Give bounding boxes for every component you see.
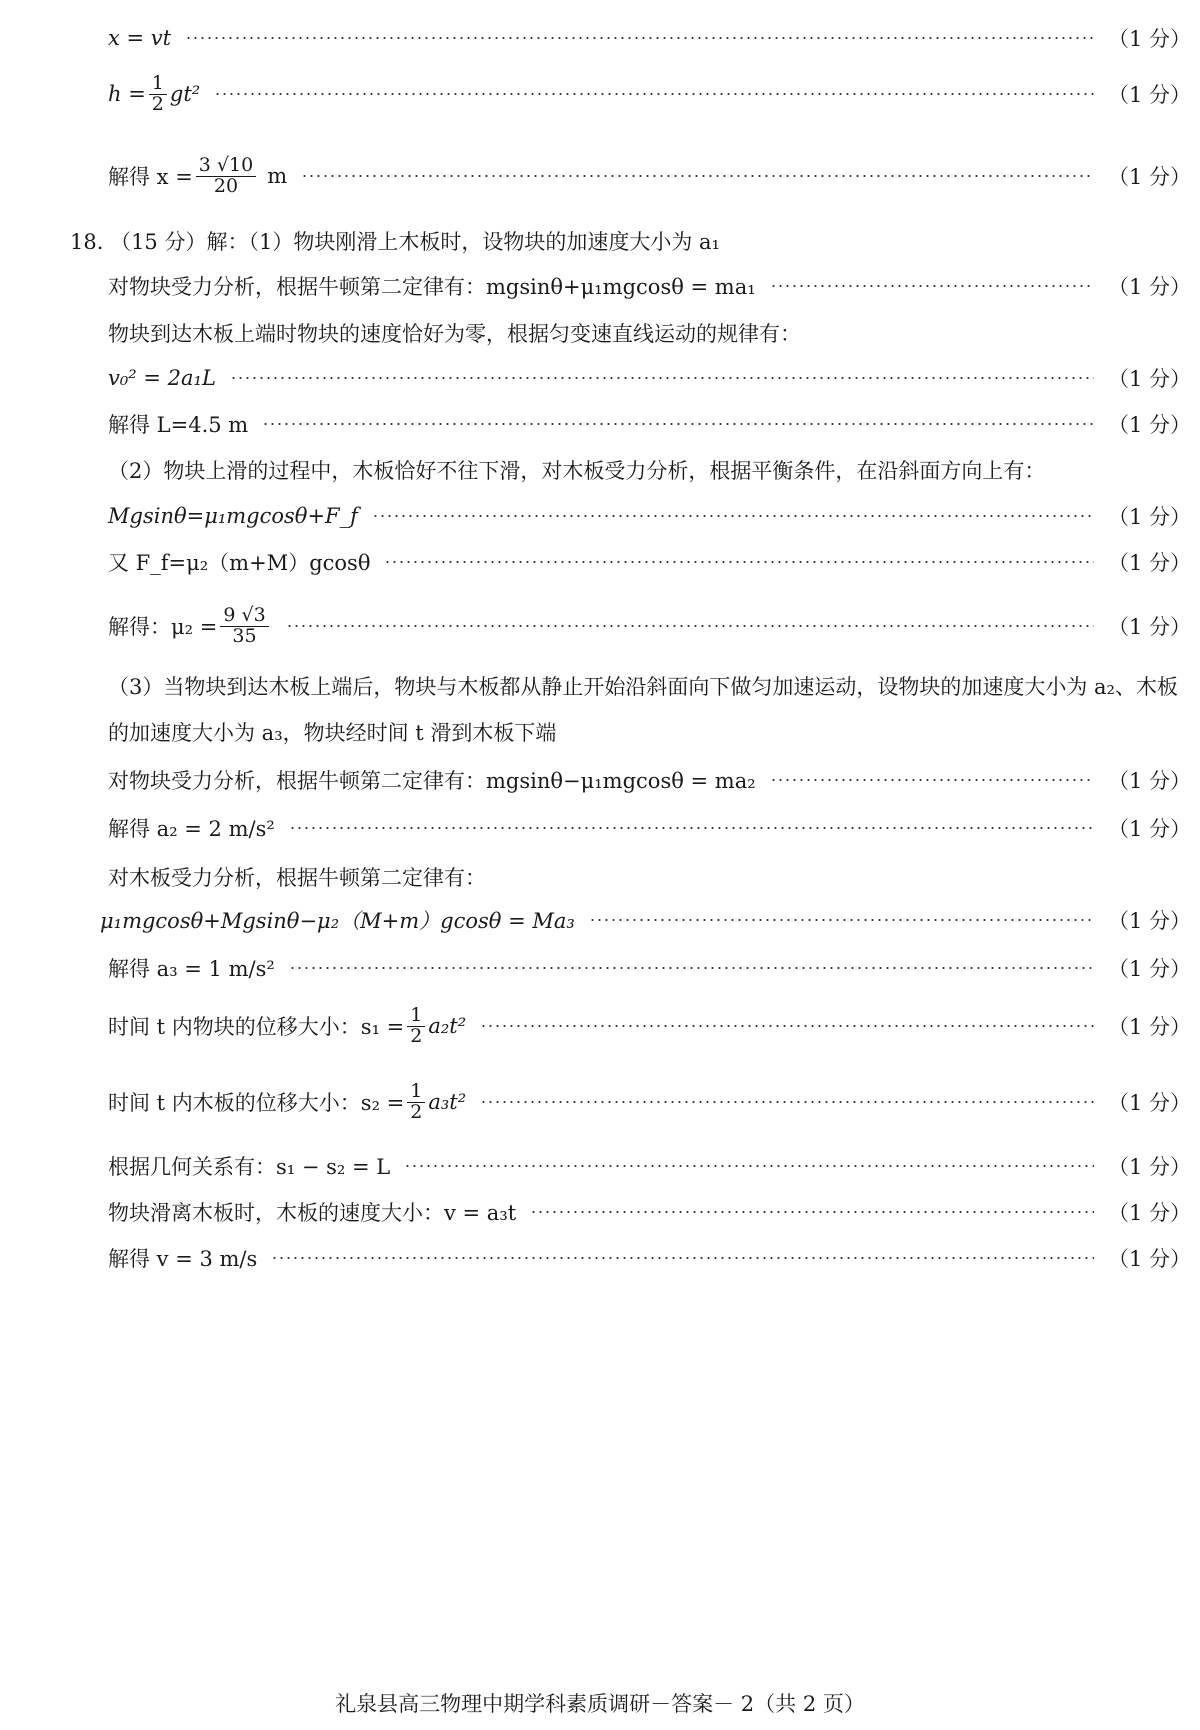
leader-dots [770, 285, 1094, 287]
page-footer: 礼泉县高三物理中期学科素质调研－答案－ 2（共 2 页） [335, 1692, 865, 1716]
eq-x-vt: x = vt （1 分） [108, 18, 1180, 58]
leader-dots [262, 423, 1094, 425]
leader-dots [185, 37, 1094, 39]
q18-line-9: （3）当物块到达木板上端后，物块与木板都从静止开始沿斜面向下做匀加速运动，设物块的加速度大小为 a₂、木板的加速度大小为 a₃，物块经时间 t 滑到木板下端 [108, 675, 1178, 745]
fraction: $\frac{1}{2}$ [407, 1082, 425, 1123]
score-label: （1 分） [1108, 551, 1192, 575]
leader-dots [289, 827, 1094, 829]
q18-line-1: 对物块受力分析，根据牛顿第二定律有：mgsinθ+μ₁mgcosθ = ma₁ （1 分） [108, 266, 1180, 306]
score-label: （1 分） [1108, 1201, 1192, 1225]
fraction: $\frac{3 √10}{20}$ [196, 156, 256, 197]
score-label: （1 分） [1108, 275, 1192, 299]
score-label: （1 分） [1108, 505, 1192, 529]
score-label: （1 分） [1108, 1091, 1192, 1115]
score-label: （1 分） [1108, 367, 1192, 391]
leader-dots [286, 625, 1094, 627]
leader-dots [404, 1165, 1094, 1167]
leader-dots [214, 93, 1094, 95]
score-label: （1 分） [1108, 1247, 1192, 1271]
q18-line-13: μ₁mgcosθ+Mgsinθ−μ₂（M+m）gcosθ = Ma₃ （1 分） [100, 900, 1180, 940]
score-label: （1 分） [1108, 413, 1192, 437]
q18-line-15: 时间 t 内物块的位移大小：s₁ = $\frac{1}{2}$ a₂t² （1 分） [108, 1003, 1192, 1047]
q18-line-5: （2）物块上滑的过程中，木板恰好不往下滑，对木板受力分析，根据平衡条件，在沿斜面方向上有： [108, 459, 1046, 483]
leader-dots [770, 779, 1094, 781]
leader-dots [271, 1257, 1094, 1259]
fraction: $\frac{1}{2}$ [407, 1006, 425, 1047]
q18-line-2: 物块到达木板上端时物块的速度恰好为零，根据匀变速直线运动的规律有： [108, 322, 801, 346]
score-label: （1 分） [1108, 769, 1192, 793]
q18-line-17: 根据几何关系有：s₁ − s₂ = L （1 分） [108, 1146, 1180, 1186]
q18-line-18: 物块滑离木板时，木板的速度大小：v = a₃t （1 分） [108, 1192, 1180, 1232]
score-label: （1 分） [1108, 27, 1192, 51]
leader-dots [480, 1025, 1094, 1027]
q18-line-4: 解得 L=4.5 m （1 分） [108, 404, 1180, 444]
fraction: $\frac{9 √3}{35}$ [220, 606, 268, 647]
score-label: （1 分） [1108, 83, 1192, 107]
q18-line-7: 又 F_f=μ₂（m+M）gcosθ （1 分） [108, 542, 1180, 582]
q18-line-12: 对木板受力分析，根据牛顿第二定律有： [108, 866, 486, 890]
leader-dots [230, 377, 1094, 379]
q18-line-6: Mgsinθ=μ₁mgcosθ+F_f （1 分） [108, 496, 1180, 536]
leader-dots [589, 919, 1094, 921]
fraction: $\frac{1}{2}$ [149, 74, 167, 115]
q18-line-3: v₀² = 2a₁L （1 分） [108, 358, 1180, 398]
leader-dots [384, 561, 1094, 563]
q18-line-16: 时间 t 内木板的位移大小：s₂ = $\frac{1}{2}$ a₃t² （1 分） [108, 1079, 1192, 1123]
eq-h: h = $\frac{1}{2}$ gt² （1 分） [108, 71, 1192, 115]
score-label: （1 分） [1108, 909, 1192, 933]
eq-x-result: 解得 x = $\frac{3 √10}{20}$ m （1 分） [108, 153, 1192, 197]
score-label: （1 分） [1108, 957, 1192, 981]
q18-line-19: 解得 v = 3 m/s （1 分） [108, 1238, 1180, 1278]
score-label: （1 分） [1108, 817, 1192, 841]
score-label: （1 分） [1108, 165, 1192, 189]
score-label: （1 分） [1108, 1015, 1192, 1039]
question-18-header: 18. （15 分）解：（1）物块刚滑上木板时，设物块的加速度大小为 a₁ [70, 230, 720, 254]
q18-line-14: 解得 a₃ = 1 m/s² （1 分） [108, 948, 1180, 988]
score-label: （1 分） [1108, 1155, 1192, 1179]
q18-line-10: 对物块受力分析，根据牛顿第二定律有：mgsinθ−μ₁mgcosθ = ma₂ （1 分） [108, 760, 1180, 800]
leader-dots [301, 175, 1094, 177]
leader-dots [530, 1211, 1094, 1213]
leader-dots [480, 1101, 1094, 1103]
leader-dots [372, 515, 1094, 517]
q18-line-8: 解得：μ₂ = $\frac{9 √3}{35}$ （1 分） [108, 603, 1192, 647]
score-label: （1 分） [1108, 615, 1192, 639]
leader-dots [289, 967, 1094, 969]
q18-line-11: 解得 a₂ = 2 m/s² （1 分） [108, 808, 1180, 848]
